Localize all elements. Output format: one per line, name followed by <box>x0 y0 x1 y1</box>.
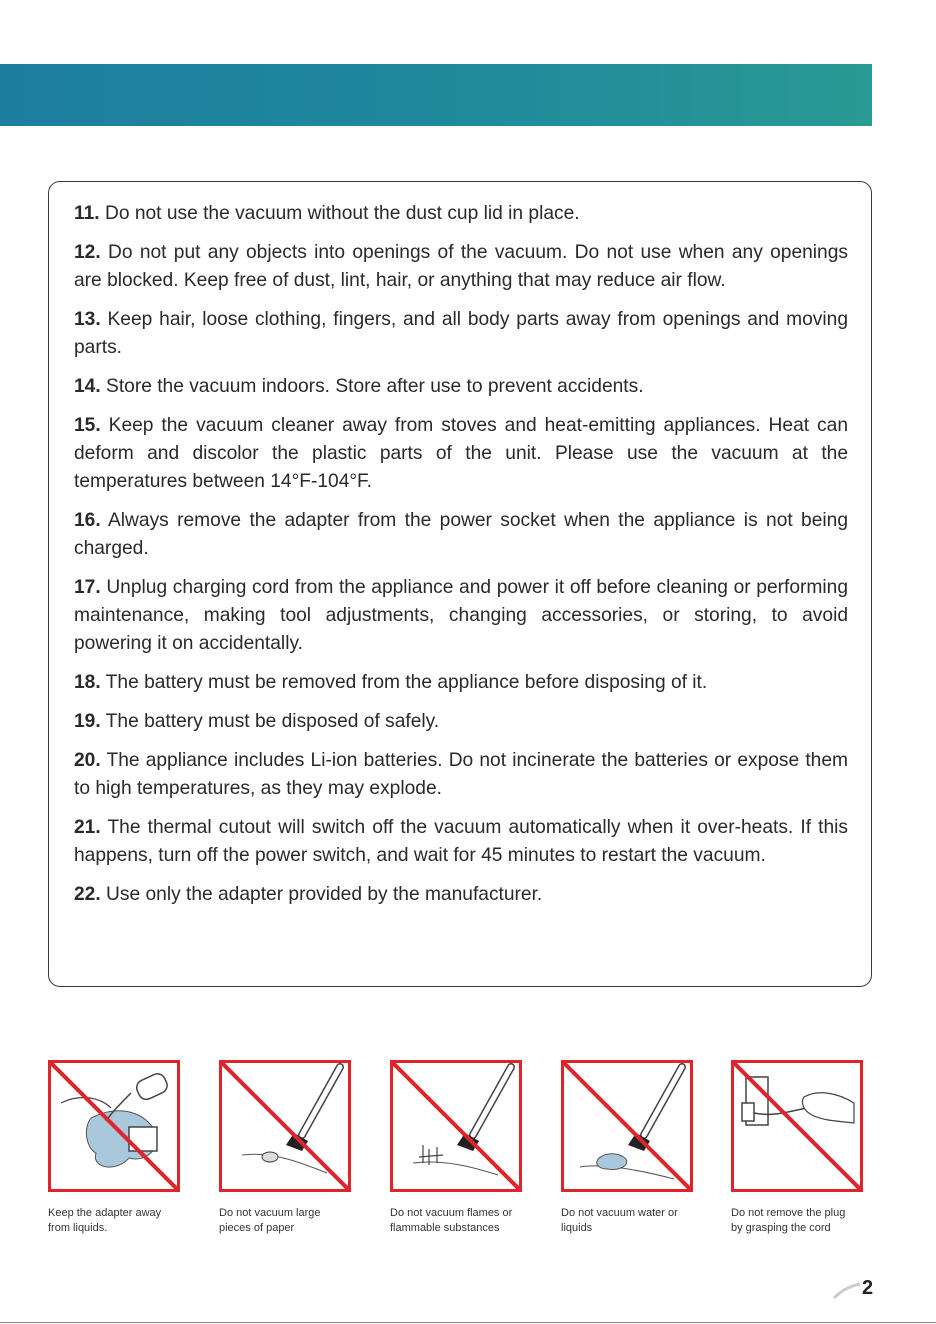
safety-instructions-list <box>74 200 848 920</box>
list-item <box>74 239 848 295</box>
vacuum-paper-icon <box>222 1063 348 1189</box>
warning-pictograms <box>0 1060 936 1260</box>
item-text: Unplug charging cord from the appliance and power it off before cleaning or performing maintenance, making tool adjustments, changing accessories, or storing, to avoid powering it on accidentally. <box>74 577 848 654</box>
list-item <box>74 708 848 736</box>
item-text: The battery must be removed from the appliance before disposing of it. <box>100 672 708 693</box>
list-item <box>74 412 848 496</box>
warning-item <box>219 1060 355 1236</box>
warning-item <box>731 1060 867 1236</box>
prohibition-frame <box>48 1060 180 1192</box>
item-text: Keep hair, loose clothing, fingers, and all body parts away from openings and moving parts. <box>74 309 848 358</box>
warning-caption: Keep the adapter away from liquids. <box>48 1207 162 1234</box>
page-bottom-rule <box>0 1322 936 1323</box>
header-banner <box>0 64 872 126</box>
item-text: Store the vacuum indoors. Store after use to prevent accidents. <box>100 376 644 397</box>
list-item <box>74 881 848 909</box>
item-number: 19. <box>74 711 101 732</box>
prohibition-frame <box>561 1060 693 1192</box>
item-number: 14. <box>74 376 101 397</box>
item-number: 16. <box>74 510 101 531</box>
item-number: 21. <box>74 817 101 838</box>
item-number: 11. <box>74 203 100 224</box>
warning-caption: Do not remove the plug by grasping the cord <box>731 1207 846 1234</box>
item-number: 18. <box>74 672 101 693</box>
item-number: 17. <box>74 577 101 598</box>
list-item <box>74 306 848 362</box>
list-item <box>74 200 848 228</box>
item-text: Do not put any objects into openings of the vacuum. Do not use when any openings are blocked. Keep free of dust, lint, hair, or anything that may reduce air flow. <box>74 242 848 291</box>
item-number: 22. <box>74 884 101 905</box>
warning-item <box>390 1060 526 1236</box>
list-item <box>74 669 848 697</box>
list-item <box>74 507 848 563</box>
list-item <box>74 373 848 401</box>
prohibition-frame <box>219 1060 351 1192</box>
plug-cord-icon <box>734 1063 860 1189</box>
item-text: The appliance includes Li-ion batteries. Do not incinerate the batteries or expose them to high temperatures, as they may explode. <box>74 750 848 799</box>
vacuum-water-icon <box>564 1063 690 1189</box>
item-text: The thermal cutout will switch off the vacuum automatically when it over-heats. If this happens, turn off the power switch, and wait for 45 minutes to restart the vacuum. <box>74 817 848 866</box>
item-number: 12. <box>74 242 101 263</box>
item-number: 20. <box>74 750 101 771</box>
prohibition-frame <box>731 1060 863 1192</box>
list-item <box>74 574 848 658</box>
warning-caption: Do not vacuum large pieces of paper <box>219 1207 321 1234</box>
prohibition-frame <box>390 1060 522 1192</box>
warning-item <box>48 1060 184 1236</box>
list-item <box>74 747 848 803</box>
page-corner-decoration <box>832 1270 862 1300</box>
warning-caption: Do not vacuum flames or flammable substances <box>390 1207 513 1234</box>
warning-caption: Do not vacuum water or liquids <box>561 1207 678 1234</box>
vacuum-flame-icon <box>393 1063 519 1189</box>
item-number: 15. <box>74 415 101 436</box>
item-number: 13. <box>74 309 101 330</box>
item-text: Keep the vacuum cleaner away from stoves and heat-emitting appliances. Heat can deform and discolor the plastic parts of the unit. Please use the vacuum at the temperatures between 14°F-104°F. <box>74 415 848 492</box>
list-item <box>74 814 848 870</box>
item-text: Always remove the adapter from the power socket when the appliance is not being charged. <box>74 510 848 559</box>
item-text: The battery must be disposed of safely. <box>100 711 440 732</box>
adapter-liquid-icon <box>51 1063 177 1189</box>
item-text: Do not use the vacuum without the dust cup lid in place. <box>99 203 580 224</box>
page-number: 2 <box>862 1277 874 1299</box>
warning-item <box>561 1060 697 1236</box>
item-text: Use only the adapter provided by the manufacturer. <box>100 884 543 905</box>
